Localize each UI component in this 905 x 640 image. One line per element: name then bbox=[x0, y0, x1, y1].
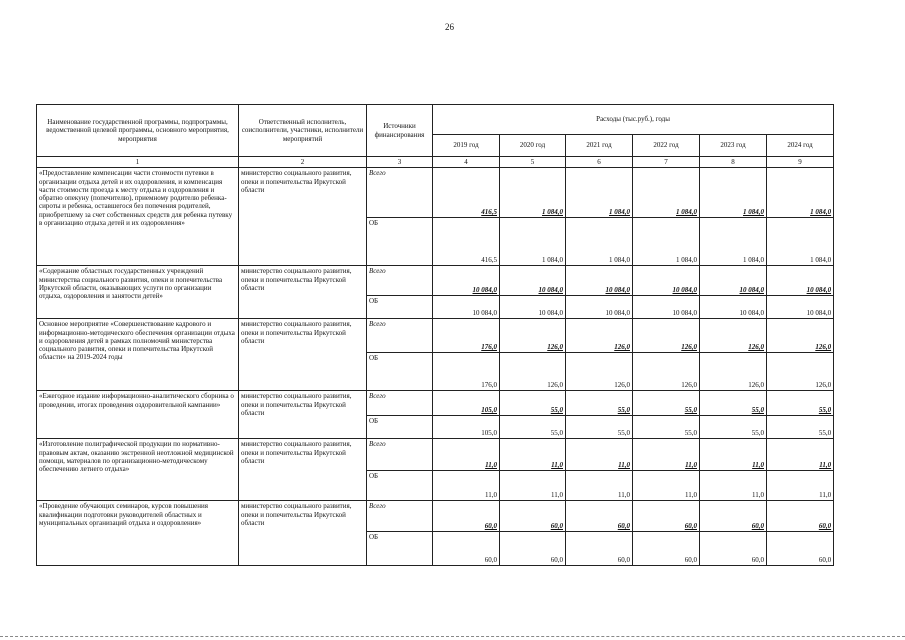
column-number: 6 bbox=[566, 157, 633, 168]
executor: министерство социального развития, опеки и попечительства Иркутской области bbox=[239, 168, 367, 266]
sub-value: 105,0 bbox=[433, 416, 500, 439]
column-number: 9 bbox=[767, 157, 834, 168]
bottom-rule bbox=[0, 636, 905, 637]
total-value: 55,0 bbox=[700, 391, 767, 416]
header-executor: Ответственный исполнитель, соисполнители, участники, исполнители мероприятий bbox=[239, 105, 367, 157]
total-value: 176,0 bbox=[433, 319, 500, 353]
total-value: 60,0 bbox=[700, 501, 767, 532]
sub-value: 60,0 bbox=[633, 532, 700, 566]
sub-value: 10 084,0 bbox=[566, 296, 633, 319]
sub-value: 1 084,0 bbox=[566, 218, 633, 266]
total-value: 60,0 bbox=[633, 501, 700, 532]
sub-value: 11,0 bbox=[433, 471, 500, 501]
header-year: 2019 год bbox=[433, 135, 500, 157]
total-value: 60,0 bbox=[566, 501, 633, 532]
total-value: 11,0 bbox=[500, 439, 566, 471]
sub-value: 10 084,0 bbox=[700, 296, 767, 319]
source-total-label: Всего bbox=[367, 319, 433, 353]
executor: министерство социального развития, опеки и попечительства Иркутской области bbox=[239, 391, 367, 439]
measure-name: «Ежегодное издание информационно-аналитического сборника о проведении, итогах проведения оздоровительной кампании» bbox=[37, 391, 239, 439]
page-number: 26 bbox=[445, 22, 454, 32]
measure-name: «Проведение обучающих семинаров, курсов повышения квалификации подготовки руководителей областных и муниципальных организаций отдыха и оздоровления» bbox=[37, 501, 239, 566]
total-value: 10 084,0 bbox=[500, 266, 566, 296]
sub-value: 10 084,0 bbox=[767, 296, 834, 319]
sub-value: 1 084,0 bbox=[767, 218, 834, 266]
sub-value: 60,0 bbox=[700, 532, 767, 566]
total-value: 126,0 bbox=[700, 319, 767, 353]
total-value: 10 084,0 bbox=[700, 266, 767, 296]
column-number-row bbox=[37, 157, 834, 168]
total-value: 11,0 bbox=[566, 439, 633, 471]
executor: министерство социального развития, опеки и попечительства Иркутской области bbox=[239, 501, 367, 566]
sub-value: 10 084,0 bbox=[633, 296, 700, 319]
sub-value: 11,0 bbox=[700, 471, 767, 501]
table-row bbox=[37, 391, 834, 416]
total-value: 55,0 bbox=[566, 391, 633, 416]
table-row bbox=[37, 168, 834, 218]
total-value: 1 084,0 bbox=[767, 168, 834, 218]
source-total-label: Всего bbox=[367, 266, 433, 296]
total-value: 55,0 bbox=[500, 391, 566, 416]
column-number: 5 bbox=[500, 157, 566, 168]
total-value: 55,0 bbox=[767, 391, 834, 416]
total-value: 11,0 bbox=[433, 439, 500, 471]
total-value: 126,0 bbox=[633, 319, 700, 353]
sub-value: 10 084,0 bbox=[500, 296, 566, 319]
sub-value: 55,0 bbox=[500, 416, 566, 439]
total-value: 60,0 bbox=[433, 501, 500, 532]
total-value: 11,0 bbox=[633, 439, 700, 471]
table-body bbox=[37, 168, 834, 566]
source-sub-label: ОБ bbox=[367, 218, 433, 266]
total-value: 1 084,0 bbox=[700, 168, 767, 218]
executor: министерство социального развития, опеки и попечительства Иркутской области bbox=[239, 439, 367, 501]
table-row bbox=[37, 266, 834, 296]
source-sub-label: ОБ bbox=[367, 532, 433, 566]
header-name: Наименование государственной программы, подпрограммы, ведомственной целевой программы, основного мероприятия, мероприятия bbox=[37, 105, 239, 157]
source-total-label: Всего bbox=[367, 439, 433, 471]
total-value: 1 084,0 bbox=[566, 168, 633, 218]
sub-value: 1 084,0 bbox=[633, 218, 700, 266]
header-year: 2021 год bbox=[566, 135, 633, 157]
total-value: 60,0 bbox=[500, 501, 566, 532]
executor: министерство социального развития, опеки и попечительства Иркутской области bbox=[239, 266, 367, 319]
total-value: 55,0 bbox=[633, 391, 700, 416]
sub-value: 60,0 bbox=[767, 532, 834, 566]
sub-value: 126,0 bbox=[767, 353, 834, 391]
source-sub-label: ОБ bbox=[367, 416, 433, 439]
source-total-label: Всего bbox=[367, 501, 433, 532]
total-value: 10 084,0 bbox=[633, 266, 700, 296]
total-value: 126,0 bbox=[500, 319, 566, 353]
sub-value: 55,0 bbox=[767, 416, 834, 439]
total-value: 126,0 bbox=[767, 319, 834, 353]
total-value: 10 084,0 bbox=[433, 266, 500, 296]
header-year: 2023 год bbox=[700, 135, 767, 157]
measure-name: Основное мероприятие «Совершенствование кадрового и информационно-методического обеспечения организации отдыха и оздоровления детей в рамках полномочий министерства социального развития, опеки и попечительства Иркутской области» на 2019-2024 годы bbox=[37, 319, 239, 391]
sub-value: 60,0 bbox=[433, 532, 500, 566]
total-value: 105,0 bbox=[433, 391, 500, 416]
header-source: Источники финансирования bbox=[367, 105, 433, 157]
source-sub-label: ОБ bbox=[367, 353, 433, 391]
source-sub-label: ОБ bbox=[367, 471, 433, 501]
header-year: 2022 год bbox=[633, 135, 700, 157]
column-number: 7 bbox=[633, 157, 700, 168]
column-number: 8 bbox=[700, 157, 767, 168]
source-total-label: Всего bbox=[367, 391, 433, 416]
sub-value: 126,0 bbox=[566, 353, 633, 391]
sub-value: 1 084,0 bbox=[700, 218, 767, 266]
measure-name: «Содержание областных государственных учреждений министерства социального развития, опеки и попечительства Иркутской области, оказывающих услуги по организации отдыха, оздоровления и занятости детей» bbox=[37, 266, 239, 319]
sub-value: 126,0 bbox=[700, 353, 767, 391]
header-expenses: Расходы (тыс.руб.), годы bbox=[433, 105, 834, 135]
sub-value: 11,0 bbox=[633, 471, 700, 501]
sub-value: 55,0 bbox=[633, 416, 700, 439]
total-value: 60,0 bbox=[767, 501, 834, 532]
total-value: 1 084,0 bbox=[633, 168, 700, 218]
sub-value: 55,0 bbox=[700, 416, 767, 439]
sub-value: 126,0 bbox=[500, 353, 566, 391]
sub-value: 55,0 bbox=[566, 416, 633, 439]
sub-value: 11,0 bbox=[500, 471, 566, 501]
sub-value: 11,0 bbox=[566, 471, 633, 501]
column-number: 4 bbox=[433, 157, 500, 168]
sub-value: 11,0 bbox=[767, 471, 834, 501]
total-value: 1 084,0 bbox=[500, 168, 566, 218]
column-number: 3 bbox=[367, 157, 433, 168]
sub-value: 60,0 bbox=[566, 532, 633, 566]
budget-table bbox=[36, 104, 834, 566]
sub-value: 1 084,0 bbox=[500, 218, 566, 266]
sub-value: 126,0 bbox=[633, 353, 700, 391]
total-value: 126,0 bbox=[566, 319, 633, 353]
column-number: 1 bbox=[37, 157, 239, 168]
sub-value: 10 084,0 bbox=[433, 296, 500, 319]
table-row bbox=[37, 439, 834, 471]
column-number: 2 bbox=[239, 157, 367, 168]
total-value: 10 084,0 bbox=[566, 266, 633, 296]
table-row bbox=[37, 501, 834, 532]
total-value: 10 084,0 bbox=[767, 266, 834, 296]
executor: министерство социального развития, опеки и попечительства Иркутской области bbox=[239, 319, 367, 391]
sub-value: 176,0 bbox=[433, 353, 500, 391]
measure-name: «Предоставление компенсации части стоимости путевки в организации отдыха детей и их оздоровления, и компенсация части стоимости проезда к месту отдыха и оздоровления и обратно опекуну (попечителю), приемному родителю ребенка-сироты и ребенка, оставшегося без попечения родителей, приобретшему за счет собственных средств для ребенка путевку в организацию отдыха детей и их оздоровления» bbox=[37, 168, 239, 266]
header-year: 2020 год bbox=[500, 135, 566, 157]
total-value: 11,0 bbox=[700, 439, 767, 471]
measure-name: «Изготовление полиграфической продукции по нормативно-правовым актам, оказанию экстренной неотложной медицинской помощи, материалов по организационно-методическому обеспечению летнего отдыха» bbox=[37, 439, 239, 501]
total-value: 416,5 bbox=[433, 168, 500, 218]
header-year: 2024 год bbox=[767, 135, 834, 157]
source-sub-label: ОБ bbox=[367, 296, 433, 319]
total-value: 11,0 bbox=[767, 439, 834, 471]
sub-value: 416,5 bbox=[433, 218, 500, 266]
sub-value: 60,0 bbox=[500, 532, 566, 566]
source-total-label: Всего bbox=[367, 168, 433, 218]
table-row bbox=[37, 319, 834, 353]
